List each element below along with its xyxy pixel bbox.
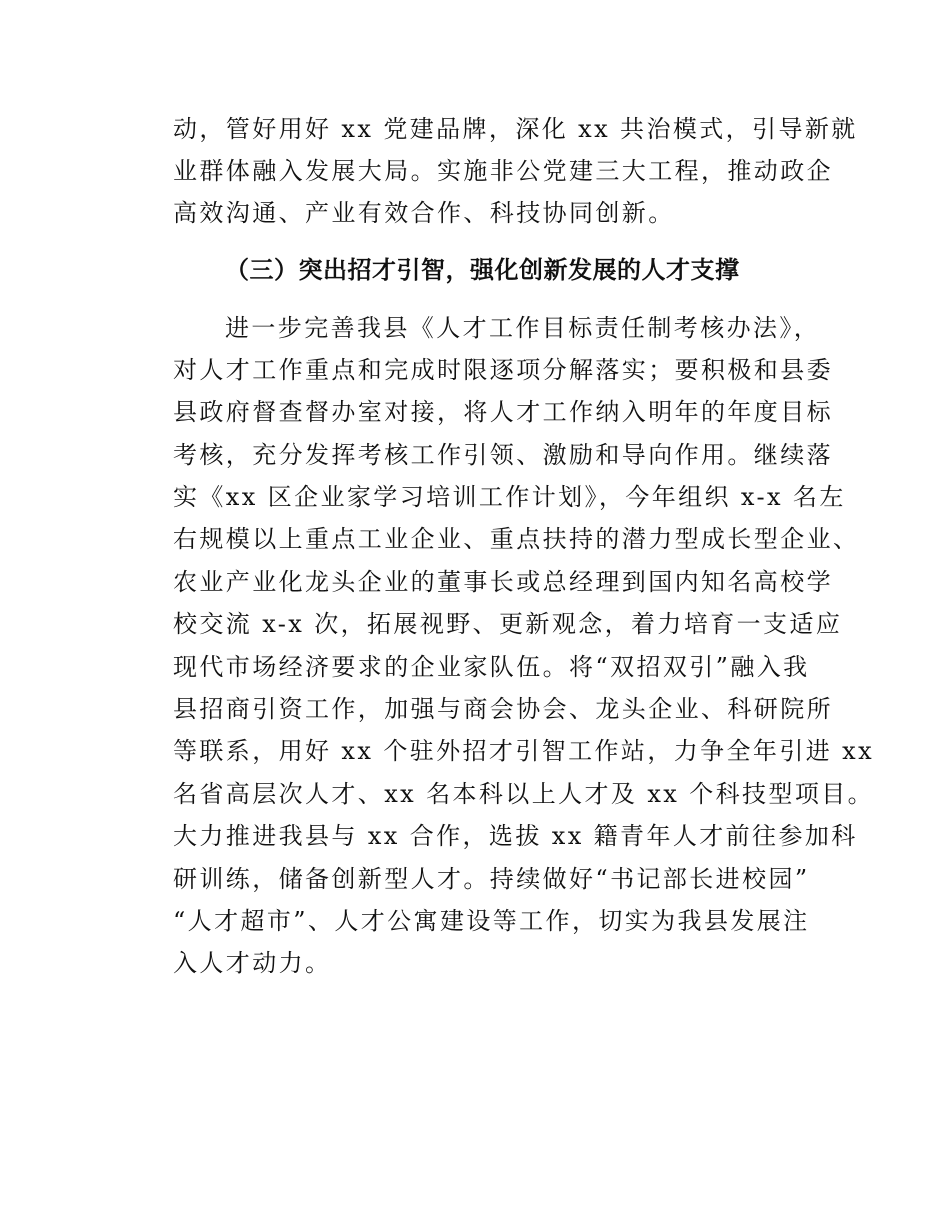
paragraph-line: 县政府督查督办室对接，将人才工作纳入明年的年度目标 (173, 398, 833, 426)
paragraph-line: 考核，充分发挥考核工作引领、激励和导向作用。继续落 (173, 441, 833, 469)
paragraph-line: “人才超市”、人才公寓建设等工作，切实为我县发展注 (173, 907, 810, 935)
paragraph-line: 校交流 x-x 次，拓展视野、更新观念，着力培育一支适应 (173, 610, 843, 638)
paragraph-line: 对人才工作重点和完成时限逐项分解落实；要积极和县委 (173, 356, 833, 384)
section-heading: （三）突出招才引智，强化创新发展的人才支撑 (225, 256, 740, 284)
paragraph-line: 现代市场经济要求的企业家队伍。将“双招双引”融入我 (173, 653, 810, 681)
paragraph-line: 农业产业化龙头企业的董事长或总经理到国内知名高校学 (173, 568, 833, 596)
paragraph-line: 县招商引资工作，加强与商会协会、龙头企业、科研院所 (173, 695, 833, 723)
paragraph-line: 进一步完善我县《人才工作目标责任制考核办法》， (225, 314, 821, 342)
paragraph-line: 实《xx 区企业家学习培训工作计划》，今年组织 x-x 名左 (173, 483, 846, 511)
paragraph-line: 高效沟通、产业有效合作、科技协同创新。 (173, 199, 675, 227)
paragraph-line: 大力推进我县与 xx 合作，选拔 xx 籍青年人才前往参加科 (173, 822, 858, 850)
paragraph-line: 业群体融入发展大局。实施非公党建三大工程，推动政企 (173, 157, 833, 185)
paragraph-line: 入人才动力。 (173, 949, 332, 977)
paragraph-line: 研训练，储备创新型人才。持续做好“书记部长进校园” (173, 865, 810, 893)
paragraph-line: 右规模以上重点工业企业、重点扶持的潜力型成长型企业、 (173, 525, 860, 553)
paragraph-line: 名省高层次人才、xx 名本科以上人才及 xx 个科技型项目。 (173, 780, 875, 808)
paragraph-line: 动，管好用好 xx 党建品牌，深化 xx 共治模式，引导新就 (173, 115, 858, 143)
paragraph-line: 等联系，用好 xx 个驻外招才引智工作站，力争全年引进 xx (173, 737, 875, 765)
